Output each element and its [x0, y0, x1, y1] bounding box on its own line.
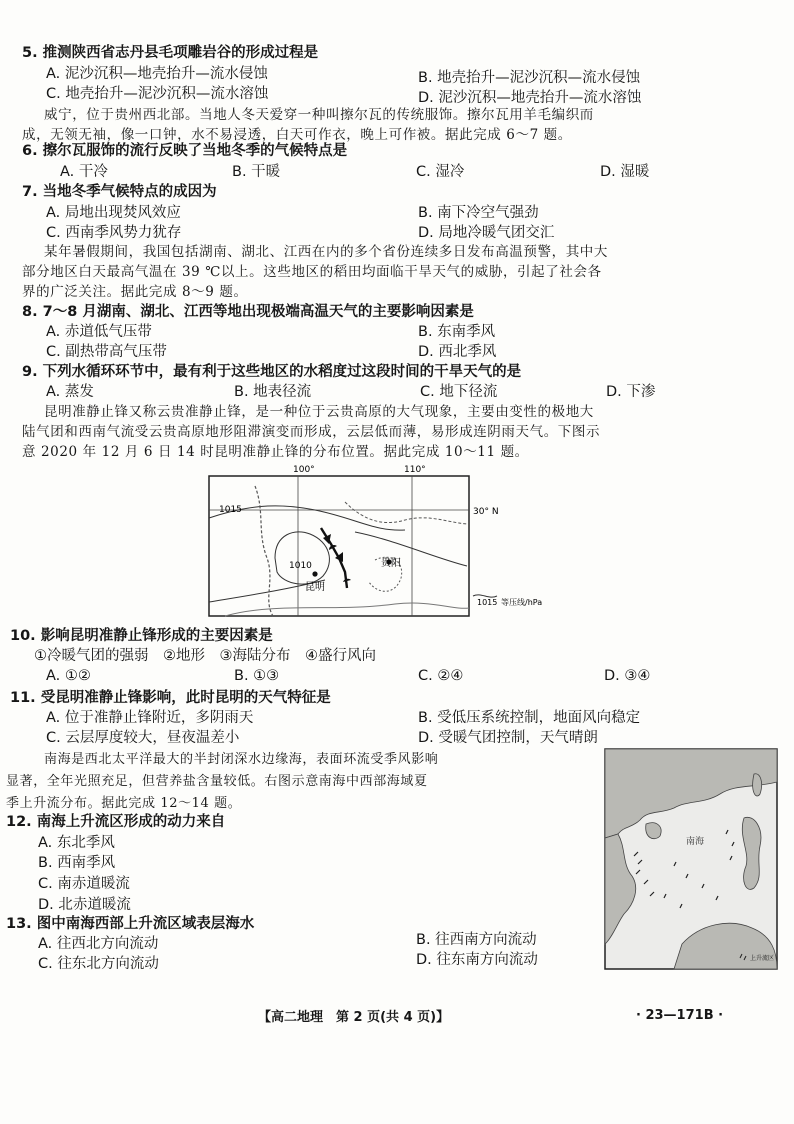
passage-3-line-3: 意 2020 年 12 月 6 日 14 时昆明准静止锋的分布位置。据此完成 10～11 题。 — [22, 444, 529, 460]
passage-2-line-2: 部分地区白天最高气温在 39 ℃以上。这些地区的稻田均面临干旱天气的威胁，引起了社会各 — [22, 264, 602, 280]
question-10-option-b: B. ①③ — [234, 668, 280, 684]
legend-isobar-symbol — [473, 595, 497, 597]
sea-label: 南海 — [686, 837, 705, 847]
question-5-option-d: D. 泥沙沉积—地壳抬升—流水溶蚀 — [418, 90, 642, 106]
isobar-east — [355, 532, 467, 566]
question-8-option-b: B. 东南季风 — [418, 324, 496, 340]
question-9-option-b: B. 地表径流 — [234, 384, 312, 400]
stationary-front-line — [321, 528, 347, 588]
question-10-option-a: A. ①② — [46, 668, 91, 684]
question-9-option-c: C. 地下径流 — [420, 384, 498, 400]
question-6-stem: 6. 擦尔瓦服饰的流行反映了当地冬季的气候特点是 — [22, 143, 348, 159]
lon-110-label: 110° — [404, 465, 426, 475]
isobar-1010-label: 1010 — [289, 561, 312, 571]
question-7-option-b: B. 南下冷空气强劲 — [418, 205, 539, 221]
footer-page-info: 【高二地理 第 2 页(共 4 页)】 — [258, 1010, 450, 1025]
question-5-option-a: A. 泥沙沉积—地壳抬升—流水侵蚀 — [46, 66, 268, 82]
passage-2-line-3: 界的广泛关注。据此完成 8～9 题。 — [22, 284, 248, 300]
kunming-dot — [312, 571, 317, 576]
passage-1-line-2: 成，无领无袖，像一口钟，水不易浸透，白天可作衣，晚上可作被。据此完成 6～7 题。 — [22, 127, 572, 143]
lat-30-label: 30° N — [473, 507, 499, 517]
passage-4-line-2: 显著，全年光照充足，但营养盐含量较低。右图示意南海中西部海域夏 — [6, 774, 428, 789]
question-8-option-c: C. 副热带高气压带 — [46, 344, 167, 360]
taiwan-island — [753, 774, 762, 796]
question-13-option-c: C. 往东北方向流动 — [38, 956, 159, 972]
question-10-option-c: C. ②④ — [418, 668, 464, 684]
question-13-option-d: D. 往东南方向流动 — [416, 952, 538, 968]
question-9-option-d: D. 下渗 — [606, 384, 656, 400]
question-6-option-d: D. 湿暖 — [600, 164, 650, 180]
kunming-front-map — [205, 462, 565, 622]
isobar-1010-closed — [275, 532, 329, 584]
question-12-stem: 12. 南海上升流区形成的动力来自 — [6, 814, 226, 830]
passage-3-line-1: 昆明准静止锋又称云贵准静止锋，是一种位于云贵高原的大气现象，主要由变性的极地大 — [44, 404, 594, 420]
passage-3-line-2: 陆气团和西南气流受云贵高原地形阻滞演变而形成，云层低而薄，易形成连阴雨天气。下图示 — [22, 424, 601, 440]
question-12-option-c: C. 南赤道暖流 — [38, 876, 130, 892]
question-10-option-d: D. ③④ — [604, 668, 651, 684]
question-6-option-b: B. 干暖 — [232, 164, 281, 180]
hainan-island — [646, 823, 661, 839]
province-border-north — [345, 502, 467, 524]
question-12-option-b: B. 西南季风 — [38, 855, 116, 871]
question-13-stem: 13. 图中南海西部上升流区域表层海水 — [6, 916, 255, 932]
question-6-option-c: C. 湿冷 — [416, 164, 465, 180]
question-10-stem: 10. 影响昆明准静止锋形成的主要因素是 — [10, 628, 273, 644]
question-8-stem: 8. 7～8 月湖南、湖北、江西等地出现极端高温天气的主要影响因素是 — [22, 304, 474, 320]
question-11-stem: 11. 受昆明准静止锋影响，此时昆明的天气特征是 — [10, 690, 331, 706]
question-7-option-c: C. 西南季风势力犹存 — [46, 225, 182, 241]
question-8-option-d: D. 西北季风 — [418, 344, 497, 360]
question-6-option-a: A. 干冷 — [60, 164, 108, 180]
legend-upwelling-text: 上升流区 — [750, 955, 775, 962]
question-7-option-a: A. 局地出现焚风效应 — [46, 205, 181, 221]
kunming-label: 昆明 — [305, 582, 325, 593]
passage-2-line-1: 某年暑假期间，我国包括湖南、湖北、江西在内的多个省份连续多日发布高温预警，其中大 — [44, 244, 608, 260]
question-12-option-d: D. 北赤道暖流 — [38, 897, 131, 913]
question-5-option-c: C. 地壳抬升—泥沙沉积—流水溶蚀 — [46, 86, 269, 102]
question-9-option-a: A. 蒸发 — [46, 384, 94, 400]
question-9-stem: 9. 下列水循环环节中，最有利于这些地区的水稻度过这段时间的干旱天气的是 — [22, 364, 522, 380]
south-china-sea-map — [604, 748, 778, 970]
question-13-option-a: A. 往西北方向流动 — [38, 936, 159, 952]
question-13-option-b: B. 往西南方向流动 — [416, 932, 537, 948]
passage-4-line-3: 季上升流分布。据此完成 12～14 题。 — [6, 796, 242, 811]
footer-exam-code: · 23—171B · — [636, 1008, 724, 1023]
question-11-option-a: A. 位于准静止锋附近，多阴雨天 — [46, 710, 254, 726]
passage-4-line-1: 南海是西北太平洋最大的半封闭深水边缘海，表面环流受季风影响 — [44, 752, 439, 767]
question-8-option-a: A. 赤道低气压带 — [46, 324, 152, 340]
question-5-option-b: B. 地壳抬升—泥沙沉积—流水侵蚀 — [418, 70, 641, 86]
coastline — [225, 603, 469, 616]
question-7-stem: 7. 当地冬季气候特点的成因为 — [22, 184, 217, 200]
question-10-factors: ①冷暖气团的强弱 ②地形 ③海陆分布 ④盛行风向 — [34, 648, 376, 664]
legend-isobar-value: 1015 — [477, 598, 498, 607]
passage-1-line-1: 威宁，位于贵州西北部。当地人冬天爱穿一种叫擦尔瓦的传统服饰。擦尔瓦用羊毛编织而 — [44, 107, 594, 123]
isobar-1015-label: 1015 — [219, 505, 242, 515]
question-11-option-d: D. 受暖气团控制，天气晴朗 — [418, 730, 598, 746]
legend-isobar-text: 等压线/hPa — [501, 598, 543, 607]
guiyang-label: 贵阳 — [381, 558, 401, 569]
question-11-option-b: B. 受低压系统控制，地面风向稳定 — [418, 710, 641, 726]
question-11-option-c: C. 云层厚度较大，昼夜温差小 — [46, 730, 240, 746]
question-5-stem: 5. 推测陕西省志丹县毛项雕岩谷的形成过程是 — [22, 45, 319, 61]
question-12-option-a: A. 东北季风 — [38, 835, 115, 851]
lon-100-label: 100° — [293, 465, 315, 475]
question-7-option-d: D. 局地冷暖气团交汇 — [418, 225, 555, 241]
